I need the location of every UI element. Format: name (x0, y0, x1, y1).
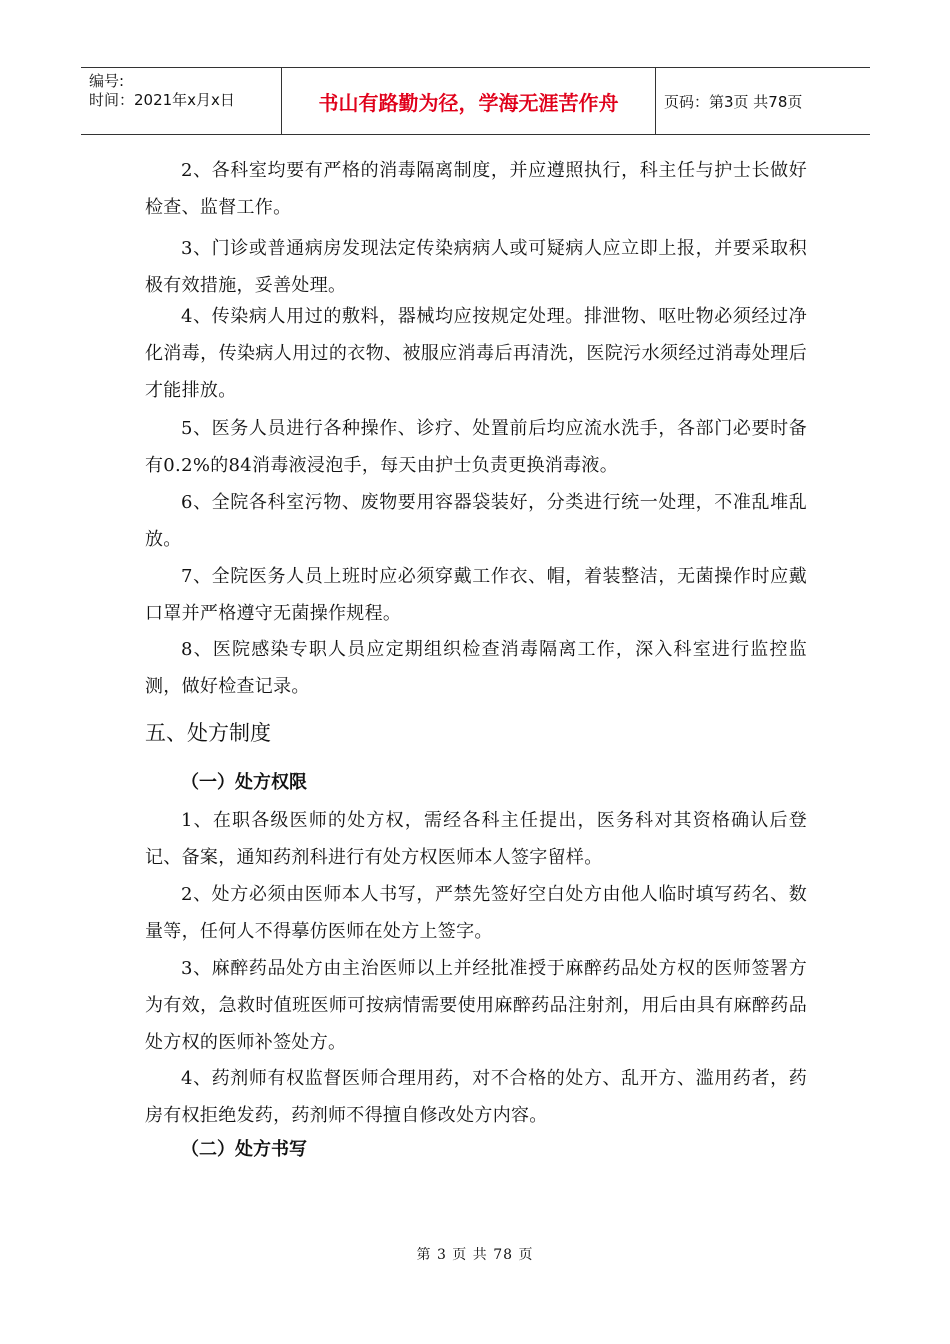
paragraph-8: 8、医院感染专职人员应定期组织检查消毒隔离工作，深入科室进行监控监测，做好检查记录。 (145, 639, 807, 697)
document-header (81, 67, 870, 135)
paragraph-3: 3、门诊或普通病房发现法定传染病病人或可疑病人应立即上报，并要采取积极有效措施，妥善处理。 (145, 238, 807, 296)
prescription-item-1: 1、在职各级医师的处方权，需经各科主任提出，医务科对其资格确认后登记、备案，通知药剂科进行有处方权医师本人签字留样。 (145, 810, 807, 868)
section-title: 五、处方制度 (145, 721, 271, 745)
page-footer: 第 3 页 共 78 页 (416, 1247, 534, 1263)
time-label: 时间：2021年x月x日 (89, 91, 235, 109)
header-page-info: 页码：第3页 共78页 (664, 92, 803, 111)
paragraph-5: 5、医务人员进行各种操作、诊疗、处置前后均应流水洗手，各部门必要时备有0.2%的84消毒液浸泡手，每天由护士负责更换消毒液。 (145, 418, 807, 476)
subsection-title-2: （二）处方书写 (181, 1139, 307, 1160)
prescription-item-2: 2、处方必须由医师本人书写，严禁先签好空白处方由他人临时填写药名、数量等，任何人不得摹仿医师在处方上签字。 (145, 884, 807, 942)
number-label: 编号: (89, 72, 125, 90)
header-motto: 书山有路勤为径，学海无涯苦作舟 (282, 68, 656, 134)
paragraph-2: 2、各科室均要有严格的消毒隔离制度，并应遵照执行，科主任与护士长做好检查、监督工作。 (145, 160, 807, 218)
header-meta (81, 68, 282, 134)
paragraph-6: 6、全院各科室污物、废物要用容器袋装好，分类进行统一处理，不准乱堆乱放。 (145, 492, 807, 550)
paragraph-7: 7、全院医务人员上班时应必须穿戴工作衣、帽，着装整洁，无菌操作时应戴口罩并严格遵守无菌操作规程。 (145, 566, 807, 624)
prescription-item-3: 3、麻醉药品处方由主治医师以上并经批准授于麻醉药品处方权的医师签署方为有效，急救时值班医师可按病情需要使用麻醉药品注射剂，用后由具有麻醉药品处方权的医师补签处方。 (145, 958, 807, 1053)
subsection-title-1: （一）处方权限 (181, 772, 307, 793)
paragraph-4: 4、传染病人用过的敷料，器械均应按规定处理。排泄物、呕吐物必须经过净化消毒，传染病人用过的衣物、被服应消毒后再清洗，医院污水须经过消毒处理后才能排放。 (145, 306, 807, 401)
prescription-item-4: 4、药剂师有权监督医师合理用药，对不合格的处方、乱开方、滥用药者，药房有权拒绝发药，药剂师不得擅自修改处方内容。 (145, 1068, 807, 1126)
